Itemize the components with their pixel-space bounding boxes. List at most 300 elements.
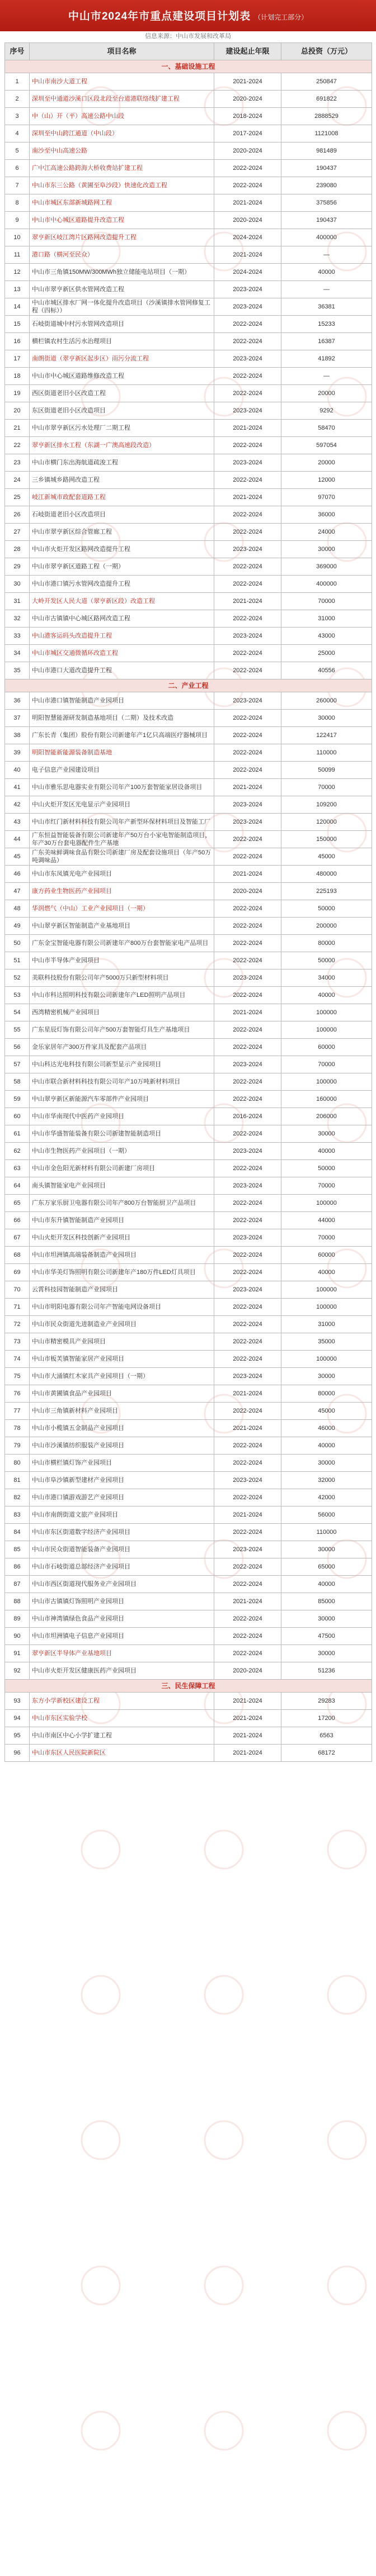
total-investment: 30000 xyxy=(281,1455,372,1472)
table-row xyxy=(5,1299,372,1316)
project-name: 中山市东三公路（黄圃至阜沙段）快速化改造工程 xyxy=(30,177,214,194)
project-name: 中山市翠亨新区供水管网改造工程 xyxy=(30,281,214,298)
construction-period: 2016-2024 xyxy=(214,1108,281,1125)
project-name: 中山市西区街道现代服务业产业园项目 xyxy=(30,1576,214,1593)
total-investment: 16387 xyxy=(281,333,372,350)
total-investment: 24000 xyxy=(281,524,372,541)
construction-period: 2022-2024 xyxy=(214,1195,281,1212)
row-number: 85 xyxy=(5,1541,30,1558)
table-row xyxy=(5,212,372,229)
row-number: 64 xyxy=(5,1177,30,1195)
total-investment: 31000 xyxy=(281,610,372,628)
table-row xyxy=(5,1662,372,1680)
project-name: 中山市东区人民医院新院区 xyxy=(30,1745,214,1762)
section-header-row xyxy=(5,60,372,73)
total-investment: 70000 xyxy=(281,593,372,610)
row-number: 20 xyxy=(5,402,30,420)
total-investment: 30000 xyxy=(281,541,372,558)
construction-period: 2022-2024 xyxy=(214,848,281,866)
construction-period: 2017-2024 xyxy=(214,125,281,142)
total-investment: 30000 xyxy=(281,1645,372,1662)
row-number: 88 xyxy=(5,1593,30,1610)
project-name: 西湾精密机械产业园项目 xyxy=(30,1004,214,1021)
project-name: 中（山）开（平）高速公路中山段 xyxy=(30,108,214,125)
table-row xyxy=(5,1489,372,1506)
table-row xyxy=(5,1710,372,1727)
project-name: 中山市雅乐思电器实业有限公司年产100万套智能家居设备项目 xyxy=(30,779,214,796)
row-number: 55 xyxy=(5,1021,30,1039)
table-row xyxy=(5,952,372,969)
watermark-seal-icon xyxy=(82,1831,120,1869)
table-row xyxy=(5,506,372,524)
construction-period: 2020-2024 xyxy=(214,212,281,229)
table-row xyxy=(5,1745,372,1762)
total-investment: 70000 xyxy=(281,1229,372,1247)
project-name: 广东金宝智能电器有限公司新建年产800万台套智能家电产品项目 xyxy=(30,935,214,952)
construction-period: 2022-2024 xyxy=(214,1073,281,1091)
row-number: 92 xyxy=(5,1662,30,1680)
section-title: 三、民生保障工程 xyxy=(5,1680,372,1693)
row-number: 48 xyxy=(5,900,30,918)
total-investment: 400000 xyxy=(281,576,372,593)
col-header-name: 项目名称 xyxy=(30,43,214,60)
row-number: 45 xyxy=(5,848,30,866)
row-number: 80 xyxy=(5,1455,30,1472)
project-name: 明阳智慧能源研发制造基地项目（二期）及技术改造 xyxy=(30,710,214,727)
table-row xyxy=(5,848,372,866)
total-investment: 36381 xyxy=(281,298,372,316)
construction-period: 2023-2024 xyxy=(214,796,281,814)
table-row xyxy=(5,368,372,385)
row-number: 91 xyxy=(5,1645,30,1662)
project-name: 中山市板芙镇智能家居产业园项目 xyxy=(30,1351,214,1368)
row-number: 57 xyxy=(5,1056,30,1073)
total-investment: 1121008 xyxy=(281,125,372,142)
row-number: 56 xyxy=(5,1039,30,1056)
table-row xyxy=(5,1351,372,1368)
construction-period: 2021-2024 xyxy=(214,1593,281,1610)
total-investment: 110000 xyxy=(281,744,372,762)
table-row xyxy=(5,883,372,900)
project-name: 中山市小榄镇五金制品产业园项目 xyxy=(30,1420,214,1437)
construction-period: 2022-2024 xyxy=(214,524,281,541)
project-name: 中山市港口镇污水管网改造提升工程 xyxy=(30,576,214,593)
total-investment: 100000 xyxy=(281,1004,372,1021)
table-row xyxy=(5,246,372,264)
construction-period: 2023-2024 xyxy=(214,454,281,472)
construction-period: 2023-2024 xyxy=(214,350,281,368)
total-investment: 58470 xyxy=(281,420,372,437)
watermark-seal-icon xyxy=(82,2121,120,2159)
construction-period: 2022-2024 xyxy=(214,662,281,679)
project-name: 中山市科达照明科技有限公司新建年产LED照明产品项目 xyxy=(30,987,214,1004)
row-number: 43 xyxy=(5,814,30,831)
table-header xyxy=(5,43,372,60)
total-investment: 12000 xyxy=(281,472,372,489)
project-name: 中山市港口镇智能制造产业园项目 xyxy=(30,692,214,710)
table-row xyxy=(5,1593,372,1610)
row-number: 9 xyxy=(5,212,30,229)
project-name: 中山市坦洲镇电子信息产业园项目 xyxy=(30,1628,214,1645)
construction-period: 2021-2024 xyxy=(214,420,281,437)
table-row xyxy=(5,1541,372,1558)
construction-period: 2022-2024 xyxy=(214,900,281,918)
construction-period: 2023-2024 xyxy=(214,1229,281,1247)
total-investment: 122417 xyxy=(281,727,372,744)
project-name: 中山市坦洲镇高端装备制造产业园项目 xyxy=(30,1247,214,1264)
total-investment: 206000 xyxy=(281,1108,372,1125)
total-investment: 56000 xyxy=(281,1506,372,1524)
table-row xyxy=(5,142,372,160)
construction-period: 2022-2024 xyxy=(214,177,281,194)
construction-period: 2020-2024 xyxy=(214,883,281,900)
table-row xyxy=(5,744,372,762)
total-investment: 40000 xyxy=(281,987,372,1004)
table-row xyxy=(5,1125,372,1143)
project-name: 中山翠亨新区新能源汽车零部件产业园项目 xyxy=(30,1091,214,1108)
table-row xyxy=(5,610,372,628)
project-name: 中山市南区中心小学扩建工程 xyxy=(30,1727,214,1745)
total-investment: 45000 xyxy=(281,848,372,866)
total-investment: 35000 xyxy=(281,1333,372,1351)
total-investment: 20000 xyxy=(281,454,372,472)
table-row xyxy=(5,541,372,558)
construction-period: 2020-2024 xyxy=(214,91,281,108)
table-row xyxy=(5,1177,372,1195)
row-number: 26 xyxy=(5,506,30,524)
watermark-seal-icon xyxy=(205,1976,243,2014)
row-number: 63 xyxy=(5,1160,30,1177)
row-number: 21 xyxy=(5,420,30,437)
row-number: 82 xyxy=(5,1489,30,1506)
table-row xyxy=(5,762,372,779)
total-investment: 36000 xyxy=(281,506,372,524)
table-row xyxy=(5,1021,372,1039)
row-number: 6 xyxy=(5,160,30,177)
construction-period: 2023-2024 xyxy=(214,1281,281,1299)
construction-period: 2022-2024 xyxy=(214,1437,281,1455)
row-number: 27 xyxy=(5,524,30,541)
total-investment: 60000 xyxy=(281,1247,372,1264)
watermark-seal-icon xyxy=(205,2121,243,2159)
table-row xyxy=(5,1056,372,1073)
total-investment: 70000 xyxy=(281,779,372,796)
row-number: 15 xyxy=(5,316,30,333)
table-row xyxy=(5,437,372,454)
project-name: 中山市东升镇智能制造产业园项目 xyxy=(30,1212,214,1229)
construction-period: 2022-2024 xyxy=(214,1299,281,1316)
table-row xyxy=(5,1645,372,1662)
construction-period: 2023-2024 xyxy=(214,1177,281,1195)
project-name: 中山火炬开发区科技创新产业园项目 xyxy=(30,1229,214,1247)
total-investment: 46000 xyxy=(281,1420,372,1437)
project-name: 中山市南朗街道文旅产业园项目 xyxy=(30,1506,214,1524)
watermark-seal-icon xyxy=(328,1831,366,1869)
project-name: 广东恒益智能装备有限公司新建年产50万台小家电智能制造项目，年产30万台套电器配件生产基地 xyxy=(30,831,214,848)
construction-period: 2022-2024 xyxy=(214,1247,281,1264)
project-name: 三乡镇城乡路网改造工程 xyxy=(30,472,214,489)
project-name: 南头镇智能家电产业园项目 xyxy=(30,1177,214,1195)
project-name: 金乐家居年产300万件家具及配套产品项目 xyxy=(30,1039,214,1056)
row-number: 12 xyxy=(5,264,30,281)
total-investment: 40000 xyxy=(281,1143,372,1160)
construction-period: 2021-2024 xyxy=(214,73,281,91)
table-row xyxy=(5,402,372,420)
total-investment: 480000 xyxy=(281,866,372,883)
total-investment: 34000 xyxy=(281,969,372,987)
row-number: 5 xyxy=(5,142,30,160)
table-row xyxy=(5,814,372,831)
total-investment: 68172 xyxy=(281,1745,372,1762)
table-row xyxy=(5,662,372,679)
table-row xyxy=(5,194,372,212)
row-number: 37 xyxy=(5,710,30,727)
construction-period: 2021-2024 xyxy=(214,866,281,883)
project-name: 中山市城区交通微循环改造工程 xyxy=(30,645,214,662)
project-name: 中山市三角镇新材料产业园项目 xyxy=(30,1403,214,1420)
project-name: 中山市翠亨新区综合管廊工程 xyxy=(30,524,214,541)
construction-period: 2023-2024 xyxy=(214,1472,281,1489)
row-number: 18 xyxy=(5,368,30,385)
table-row xyxy=(5,1693,372,1710)
table-row xyxy=(5,1143,372,1160)
table-row xyxy=(5,1420,372,1437)
project-name: 中山市联合新材料科技有限公司年产10万吨新材料项目 xyxy=(30,1073,214,1091)
table-row xyxy=(5,900,372,918)
section-title: 二、产业工程 xyxy=(5,679,372,692)
project-name: 中山市中心城区道路维修改造工程 xyxy=(30,368,214,385)
project-name: 中山市东凤镇光电产业园项目 xyxy=(30,866,214,883)
table-row xyxy=(5,350,372,368)
construction-period: 2022-2024 xyxy=(214,1160,281,1177)
row-number: 23 xyxy=(5,454,30,472)
row-number: 77 xyxy=(5,1403,30,1420)
project-name: 中山市横门东出海航道疏浚工程 xyxy=(30,454,214,472)
project-name: 中山市东区实验学校 xyxy=(30,1710,214,1727)
total-investment: 100000 xyxy=(281,1281,372,1299)
table-row xyxy=(5,177,372,194)
construction-period: 2022-2024 xyxy=(214,1021,281,1039)
construction-period: 2022-2024 xyxy=(214,1455,281,1472)
construction-period: 2022-2024 xyxy=(214,1351,281,1368)
source-note: 信息来源：中山市发展和改革局 xyxy=(145,33,231,40)
watermark-seal-icon xyxy=(328,2121,366,2159)
construction-period: 2021-2024 xyxy=(214,593,281,610)
total-investment: 190437 xyxy=(281,212,372,229)
watermark-seal-icon xyxy=(328,2266,366,2304)
table-row xyxy=(5,73,372,91)
total-investment: — xyxy=(281,281,372,298)
row-number: 84 xyxy=(5,1524,30,1541)
row-number: 46 xyxy=(5,866,30,883)
construction-period: 2021-2024 xyxy=(214,779,281,796)
construction-period: 2023-2024 xyxy=(214,814,281,831)
table-row xyxy=(5,645,372,662)
table-row xyxy=(5,1281,372,1299)
row-number: 28 xyxy=(5,541,30,558)
row-number: 73 xyxy=(5,1333,30,1351)
row-number: 44 xyxy=(5,831,30,848)
project-name: 石岐街道城中村污水管网改造项目 xyxy=(30,316,214,333)
construction-period: 2020-2024 xyxy=(214,142,281,160)
section-header-row xyxy=(5,1680,372,1693)
table-body xyxy=(5,60,372,1762)
row-number: 2 xyxy=(5,91,30,108)
construction-period: 2022-2024 xyxy=(214,610,281,628)
row-number: 22 xyxy=(5,437,30,454)
watermark-seal-icon xyxy=(82,2266,120,2304)
construction-period: 2022-2024 xyxy=(214,987,281,1004)
table-row xyxy=(5,727,372,744)
total-investment: 691822 xyxy=(281,91,372,108)
total-investment: 29283 xyxy=(281,1693,372,1710)
row-number: 38 xyxy=(5,727,30,744)
total-investment: 31000 xyxy=(281,1316,372,1333)
total-investment: 239080 xyxy=(281,177,372,194)
row-number: 3 xyxy=(5,108,30,125)
project-name: 中山市明阳电器有限公司年产智能电网设备项目 xyxy=(30,1299,214,1316)
total-investment: 100000 xyxy=(281,1021,372,1039)
project-name: 中山市金色阳光新材料有限公司新建厂房项目 xyxy=(30,1160,214,1177)
construction-period: 2018-2024 xyxy=(214,108,281,125)
total-investment: 981489 xyxy=(281,142,372,160)
project-name: 中山翠亨新区智能制造产业基地项目 xyxy=(30,918,214,935)
construction-period: 2024-2024 xyxy=(214,229,281,246)
construction-period: 2022-2024 xyxy=(214,1645,281,1662)
project-name: 中山市华盛智能装备有限公司新建智能制造项目 xyxy=(30,1125,214,1143)
total-investment: 25000 xyxy=(281,645,372,662)
project-name: 中山市火炬开发区路网改造提升工程 xyxy=(30,541,214,558)
project-table xyxy=(4,42,372,1762)
page-title-note: （计划完工部分） xyxy=(254,13,308,21)
project-name: 广东长青（集团）股份有限公司新建年产1亿只高端医疗器械项目 xyxy=(30,727,214,744)
project-name: 中山科达光电科技有限公司新型显示产业园项目 xyxy=(30,1056,214,1073)
row-number: 33 xyxy=(5,628,30,645)
total-investment: 65000 xyxy=(281,1558,372,1576)
row-number: 25 xyxy=(5,489,30,506)
total-investment: 6563 xyxy=(281,1727,372,1745)
row-number: 49 xyxy=(5,918,30,935)
table-row xyxy=(5,1558,372,1576)
construction-period: 2022-2024 xyxy=(214,160,281,177)
table-row xyxy=(5,1403,372,1420)
table-row xyxy=(5,160,372,177)
project-name: 中山市翠亨新区道路工程（一期） xyxy=(30,558,214,576)
table-row xyxy=(5,1385,372,1403)
total-investment: 100000 xyxy=(281,1351,372,1368)
row-number: 90 xyxy=(5,1628,30,1645)
row-number: 75 xyxy=(5,1368,30,1385)
table-row xyxy=(5,472,372,489)
title-row xyxy=(0,8,376,23)
project-name: 中山火炬开发区光电显示产业园项目 xyxy=(30,796,214,814)
table-row xyxy=(5,264,372,281)
construction-period: 2022-2024 xyxy=(214,558,281,576)
construction-period: 2022-2024 xyxy=(214,1628,281,1645)
table-row xyxy=(5,524,372,541)
project-name: 东方小学新校区建设工程 xyxy=(30,1693,214,1710)
watermark-seal-icon xyxy=(205,2412,243,2450)
construction-period: 2022-2024 xyxy=(214,333,281,350)
construction-period: 2023-2024 xyxy=(214,1368,281,1385)
row-number: 95 xyxy=(5,1727,30,1745)
project-name: 翠亨新区岐江湾片区路网改造提升工程 xyxy=(30,229,214,246)
project-name: 中山市火炬开发区健康医药产业园项目 xyxy=(30,1662,214,1680)
table-row xyxy=(5,1368,372,1385)
total-investment: 190437 xyxy=(281,160,372,177)
project-name: 中山市中心城区道路提升改造工程 xyxy=(30,212,214,229)
project-name: 中山市民众街道智能装备产业园项目 xyxy=(30,1541,214,1558)
table-row xyxy=(5,831,372,848)
total-investment: 47500 xyxy=(281,1628,372,1645)
total-investment: 9292 xyxy=(281,402,372,420)
section-title: 一、基础设施工程 xyxy=(5,60,372,73)
project-name: 岐江新城市政配套道路工程 xyxy=(30,489,214,506)
project-name: 中山市神湾镇绿色食品产业园项目 xyxy=(30,1610,214,1628)
project-name: 中山市三角镇150MW/300MWh独立储能电站项目（一期） xyxy=(30,264,214,281)
row-number: 53 xyxy=(5,987,30,1004)
project-name: 美联科技股份有限公司年产5000万只新型材料项目 xyxy=(30,969,214,987)
table-row xyxy=(5,1610,372,1628)
table-row xyxy=(5,576,372,593)
project-name: 深圳至中通道沙溪口区段北段至台道港联络线扩建工程 xyxy=(30,91,214,108)
total-investment: 30000 xyxy=(281,1541,372,1558)
project-name: 中山市红门新材料科技有限公司年产新型环保材料项目及智能工厂 xyxy=(30,814,214,831)
row-number: 76 xyxy=(5,1385,30,1403)
watermark-seal-icon xyxy=(82,1976,120,2014)
table-row xyxy=(5,866,372,883)
watermark-seal-icon xyxy=(82,2412,120,2450)
total-investment: 44000 xyxy=(281,1212,372,1229)
total-investment: 40556 xyxy=(281,662,372,679)
construction-period: 2021-2024 xyxy=(214,1004,281,1021)
row-number: 81 xyxy=(5,1472,30,1489)
table-row xyxy=(5,918,372,935)
row-number: 13 xyxy=(5,281,30,298)
project-name: 东区街道老旧小区改造项目 xyxy=(30,402,214,420)
project-name: 西区街道老旧小区改造工程 xyxy=(30,385,214,402)
project-name: 中山市横栏镇灯饰产业园项目 xyxy=(30,1455,214,1472)
total-investment: 150000 xyxy=(281,831,372,848)
project-name: 中山市古镇镇灯饰照明产业园项目 xyxy=(30,1593,214,1610)
row-number: 29 xyxy=(5,558,30,576)
total-investment: 400000 xyxy=(281,229,372,246)
row-number: 51 xyxy=(5,952,30,969)
section-header-row xyxy=(5,679,372,692)
row-number: 83 xyxy=(5,1506,30,1524)
project-name: 中山市阜沙镇新型建材产业园项目 xyxy=(30,1472,214,1489)
construction-period: 2022-2024 xyxy=(214,1489,281,1506)
construction-period: 2022-2024 xyxy=(214,1558,281,1576)
table-row xyxy=(5,1524,372,1541)
total-investment: 30000 xyxy=(281,1125,372,1143)
construction-period: 2022-2024 xyxy=(214,1091,281,1108)
construction-period: 2022-2024 xyxy=(214,1403,281,1420)
row-number: 59 xyxy=(5,1091,30,1108)
row-number: 34 xyxy=(5,645,30,662)
construction-period: 2023-2024 xyxy=(214,969,281,987)
watermark-seal-icon xyxy=(205,1831,243,1869)
construction-period: 2023-2024 xyxy=(214,1541,281,1558)
project-name: 中山港客运码头改造提升工程 xyxy=(30,628,214,645)
construction-period: 2022-2024 xyxy=(214,1125,281,1143)
construction-period: 2022-2024 xyxy=(214,952,281,969)
project-name: 翠亨新区半导体产业基地项目 xyxy=(30,1645,214,1662)
table-row xyxy=(5,1316,372,1333)
table-row xyxy=(5,91,372,108)
total-investment: 375856 xyxy=(281,194,372,212)
row-number: 58 xyxy=(5,1073,30,1091)
